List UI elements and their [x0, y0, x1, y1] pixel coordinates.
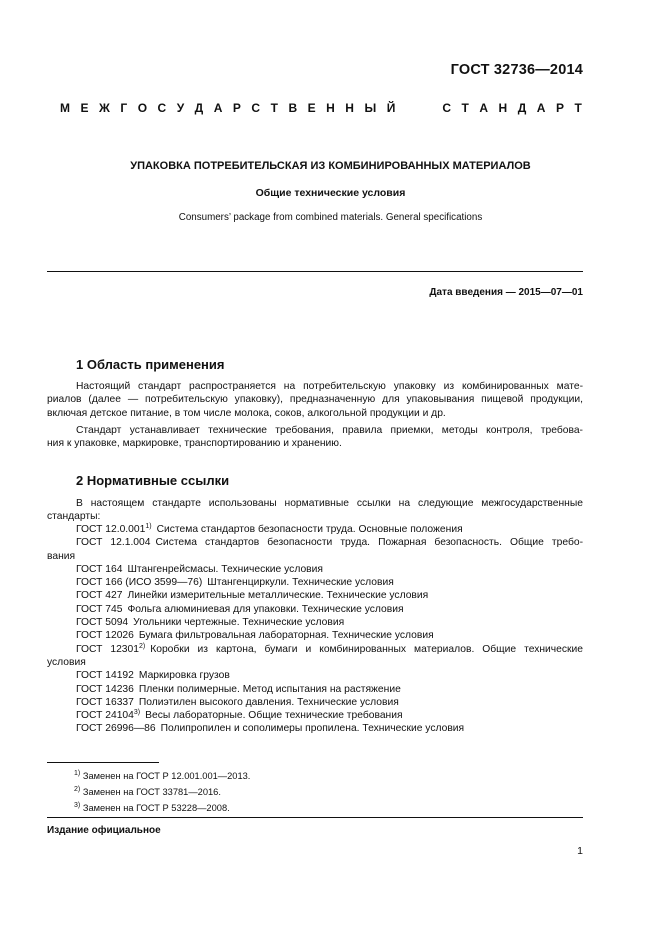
- standard-type-letter: Г: [120, 101, 128, 115]
- standard-type-letter: А: [213, 101, 223, 115]
- footnote-mark: 2): [139, 642, 146, 650]
- reference-code: ГОСТ 12301: [76, 643, 139, 655]
- standard-type-letter: Е: [80, 101, 89, 115]
- footnote-divider: [47, 762, 159, 763]
- reference-code: ГОСТ 12.1.004: [76, 537, 151, 549]
- reference-item: [47, 696, 583, 709]
- standard-type-letter: С: [251, 101, 261, 115]
- footnote-mark: 3): [74, 802, 81, 809]
- footnote-mark: 3): [133, 709, 141, 717]
- standard-type-letter: Н: [326, 101, 335, 115]
- reference-item: [47, 616, 583, 629]
- reference-title: Полипропилен и сополимеры пропилена. Технические условия: [160, 723, 465, 735]
- standard-type-letter: Т: [574, 101, 582, 115]
- reference-title: Фольга алюминиевая для упаковки. Технические условия: [127, 603, 404, 615]
- reference-title: Пленки полимерные. Метод испытания на растяжение: [138, 683, 401, 695]
- text-line: Настоящий стандарт распространяется на потребительскую упаковку из комбинированных мате-: [76, 381, 583, 392]
- standard-type-letter: Д: [194, 101, 204, 115]
- reference-title: Линейки измерительные металлические. Технические условия: [127, 590, 429, 602]
- standard-type-letter: О: [137, 101, 148, 115]
- standard-type-letter: С: [442, 101, 452, 115]
- reference-item: [47, 603, 583, 616]
- standard-type-letter: Р: [555, 101, 564, 115]
- reference-title-continued: условия: [47, 656, 86, 668]
- footnote-mark: 1): [74, 770, 81, 777]
- reference-code: ГОСТ 26996—86: [76, 723, 156, 735]
- document-title-english: Consumers’ package from combined materials. General specifications: [178, 212, 483, 223]
- footnote-text: Заменен на ГОСТ Р 12.001.001—2013.: [82, 771, 251, 781]
- reference-title-continued: вания: [47, 550, 76, 562]
- reference-code: ГОСТ 745: [76, 603, 123, 615]
- reference-title: Угольники чертежные. Технические условия: [133, 617, 345, 629]
- standard-type-letter: В: [288, 101, 298, 115]
- text-line: риалов (далее — потребительскую упаковку), предназначенную для упаковывания пищевой продукции,: [47, 394, 583, 406]
- reference-item: [47, 722, 583, 735]
- reference-title: Система стандартов безопасности труда. Пожарная безопасность. Общие требо-: [155, 537, 583, 549]
- reference-title: Полиэтилен высокого давления. Технические условия: [138, 696, 399, 708]
- footnote-item: [74, 800, 250, 816]
- footnote-item: [74, 784, 250, 800]
- scope-paragraph-2: [47, 424, 583, 451]
- footnote-mark: 2): [74, 786, 81, 793]
- reference-title: Коробки из картона, бумаги и комбинированных материалов. Общие технические: [150, 643, 584, 655]
- footnote-mark: 1): [145, 523, 152, 530]
- text-line: включая детское питание, в том числе молока, соков, алкогольной продукции и др.: [47, 407, 446, 419]
- standard-type-letter: У: [176, 101, 185, 115]
- text-line: В настоящем стандарте использованы нормативные ссылки на следующие межгосударственные: [76, 498, 583, 509]
- footnote-text: Заменен на ГОСТ 33781—2016.: [82, 787, 221, 797]
- reference-title: Штангенциркули. Технические условия: [207, 577, 394, 589]
- reference-item: [47, 576, 583, 589]
- reference-item: [47, 669, 583, 682]
- standard-type-letter: Ж: [99, 101, 110, 115]
- standard-type-letter: А: [536, 101, 546, 115]
- document-number: ГОСТ 32736—2014: [450, 62, 583, 78]
- standard-type-letter: Ы: [364, 101, 377, 115]
- standard-type-letter: Т: [461, 101, 469, 115]
- standard-type-letter: А: [479, 101, 489, 115]
- footnote-item: [74, 768, 250, 784]
- reference-code: ГОСТ 12026: [76, 630, 134, 642]
- scope-paragraph-1: [47, 380, 583, 420]
- reference-code: ГОСТ 5094: [76, 617, 129, 629]
- reference-code: ГОСТ 427: [76, 590, 123, 602]
- introduction-date: Дата введения — 2015—07—01: [429, 287, 583, 298]
- reference-title: Маркировка грузов: [138, 670, 230, 682]
- standard-type-letter: Н: [345, 101, 354, 115]
- standard-type-letter: Д: [517, 101, 527, 115]
- standard-type-letter: Е: [307, 101, 316, 115]
- standard-type-letter: Р: [232, 101, 241, 115]
- reference-item: [47, 683, 583, 696]
- reference-item: [47, 563, 583, 576]
- section-heading-normative-references: 2 Нормативные ссылки: [76, 473, 230, 488]
- reference-title: Штангенрейсмасы. Технические условия: [127, 563, 323, 575]
- standard-type-heading: [60, 101, 582, 115]
- references-list: [47, 523, 583, 736]
- reference-code: ГОСТ 166 (ИСО 3599—76): [76, 577, 203, 589]
- section-heading-scope: 1 Область применения: [76, 357, 225, 372]
- footnotes: [74, 768, 250, 816]
- reference-title: Бумага фильтровальная лабораторная. Технические условия: [138, 630, 434, 642]
- reference-title: Система стандартов безопасности труда. Основные положения: [156, 524, 463, 535]
- text-line: стандарты:: [47, 511, 101, 523]
- reference-item: [47, 709, 583, 722]
- reference-code: ГОСТ 14236: [76, 683, 134, 695]
- reference-code: ГОСТ 14192: [76, 670, 134, 682]
- references-intro: [47, 497, 583, 524]
- document-subtitle: Общие технические условия: [255, 187, 406, 199]
- reference-item: [47, 536, 583, 563]
- footer-divider: [47, 817, 583, 818]
- page-number: 1: [577, 845, 583, 857]
- standard-type-letter: Н: [498, 101, 508, 115]
- reference-code: ГОСТ 12.0.001: [76, 524, 146, 535]
- document-title: УПАКОВКА ПОТРЕБИТЕЛЬСКАЯ ИЗ КОМБИНИРОВАННЫХ МАТЕРИАЛОВ: [130, 160, 531, 172]
- reference-item: [47, 629, 583, 642]
- standard-type-letter: С: [157, 101, 167, 115]
- text-line: ния к упаковке, маркировке, транспортированию и хранению.: [47, 438, 342, 450]
- reference-item: [47, 589, 583, 602]
- standard-type-letter: Т: [270, 101, 278, 115]
- reference-code: ГОСТ 164: [76, 563, 123, 575]
- official-edition-label: Издание официальное: [47, 825, 161, 836]
- standard-type-letter: Й: [386, 101, 396, 115]
- standard-type-letter: М: [60, 101, 70, 115]
- reference-item: [47, 523, 583, 536]
- reference-code: ГОСТ 24104: [76, 710, 134, 722]
- reference-title: Весы лабораторные. Общие технические требования: [145, 710, 403, 722]
- reference-code: ГОСТ 16337: [76, 696, 134, 708]
- header-divider: [47, 271, 583, 272]
- word-gap: [406, 101, 432, 115]
- footnote-text: Заменен на ГОСТ Р 53228—2008.: [82, 803, 230, 813]
- text-line: Стандарт устанавливает технические требования, правила приемки, методы контроля, требова-: [76, 425, 583, 436]
- reference-item: [47, 643, 583, 670]
